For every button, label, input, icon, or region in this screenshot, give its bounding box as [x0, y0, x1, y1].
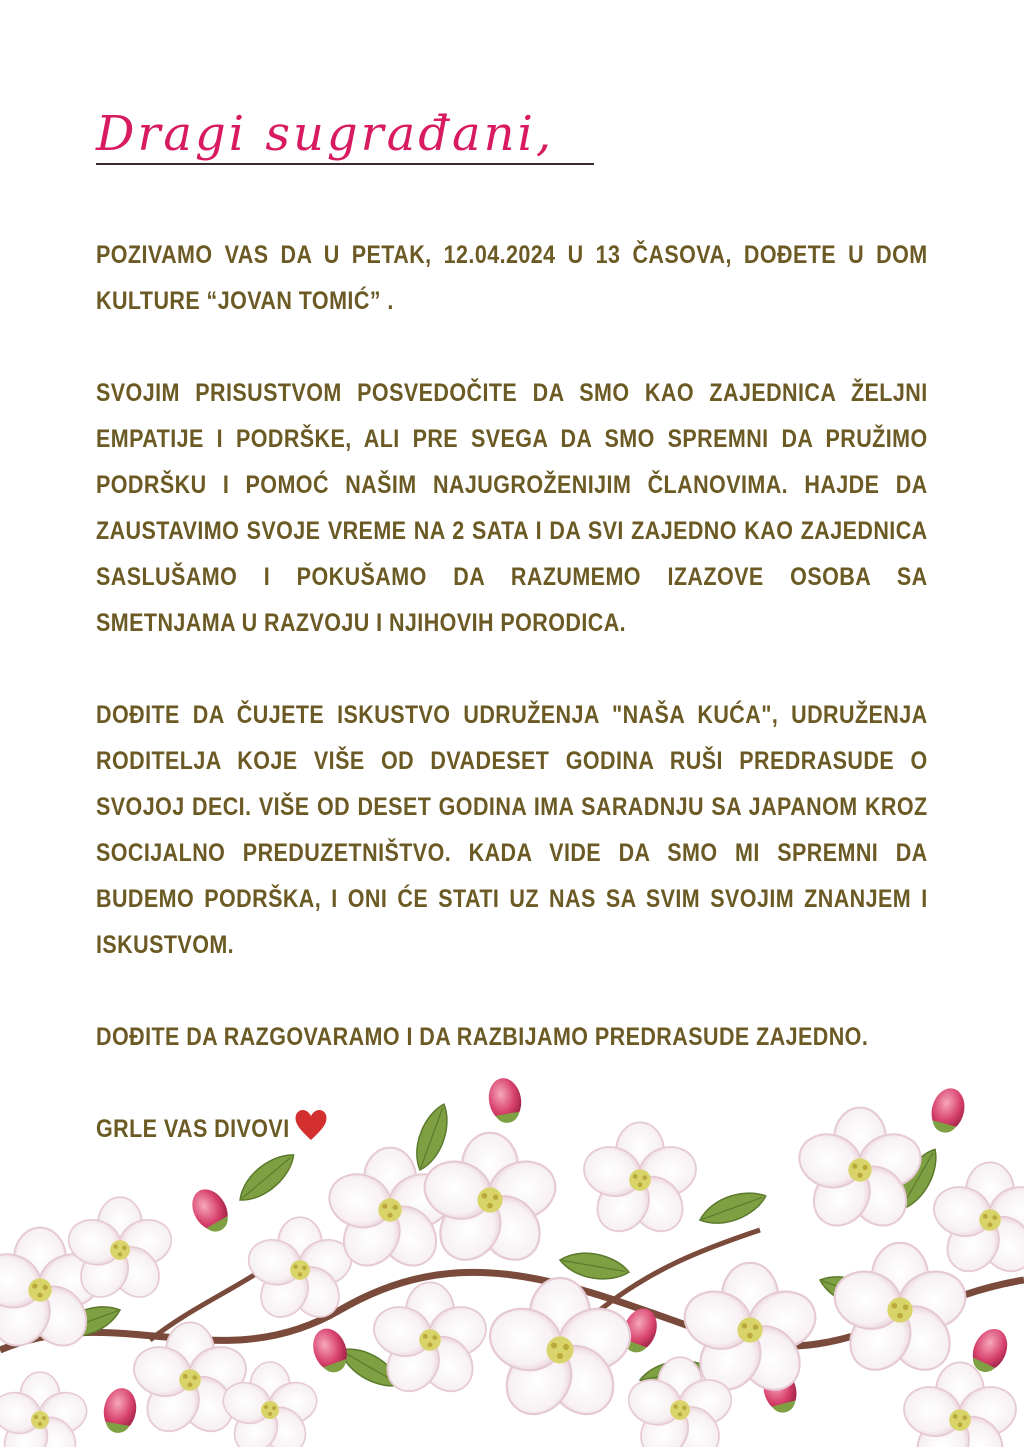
paragraph-closing: DOĐITE DA RAZGOVARAMO I DA RAZBIJAMO PREDRASUDE ZAJEDNO. — [96, 1023, 869, 1051]
letter-body — [96, 232, 928, 1152]
paragraph-association: DOĐITE DA ČUJETE ISKUSTVO UDRUŽENJA "NAŠA KUĆA", UDRUŽENJA RODITELJA KOJE VIŠE OD DVADESET GODINA RUŠI PREDRASUDE O SVOJOJ DECI. VIŠE OD DESET GODINA IMA SARADNJU SA JAPANOM KROZ SOCIJALNO PREDUZETNIŠTVO. KADA VIDE DA SMO MI SPREMNI DA BUDEMO PODRŠKA, I ONI ĆE STATI UZ NAS SA SVIM SVOJIM ZNANJEM I ISKUSTVOM. — [96, 701, 928, 959]
signature-text: GRLE VAS DIVOVI — [96, 1115, 290, 1143]
paragraph-invitation: POZIVAMO VAS DA U PETAK, 12.04.2024 U 13 ČASOVA, DOĐETE U DOM KULTURE “JOVAN TOMIĆ” . — [96, 241, 928, 315]
apple-blossom-border — [0, 1050, 1024, 1447]
greeting-heading: Dragi sugrađani, — [96, 106, 555, 162]
greeting-underline — [96, 163, 594, 165]
paragraph-support: SVOJIM PRISUSTVOM POSVEDOČITE DA SMO KAO ZAJEDNICA ŽELJNI EMPATIJE I PODRŠKE, ALI PRE SVEGA DA SMO SPREMNI DA PRUŽIMO PODRŠKU I POMOĆ NAŠIM NAJUGROŽENIJIM ČLANOVIMA. HAJDE DA ZAUSTAVIMO SVOJE VREME NA 2 SATA I DA SVI ZAJEDNO KAO ZAJEDNICA SASLUŠAMO I POKUŠAMO DA RAZUMEMO IZAZOVE OSOBA SA SMETNJAMA U RAZVOJU I NJIHOVIH PORODICA. — [96, 379, 928, 637]
